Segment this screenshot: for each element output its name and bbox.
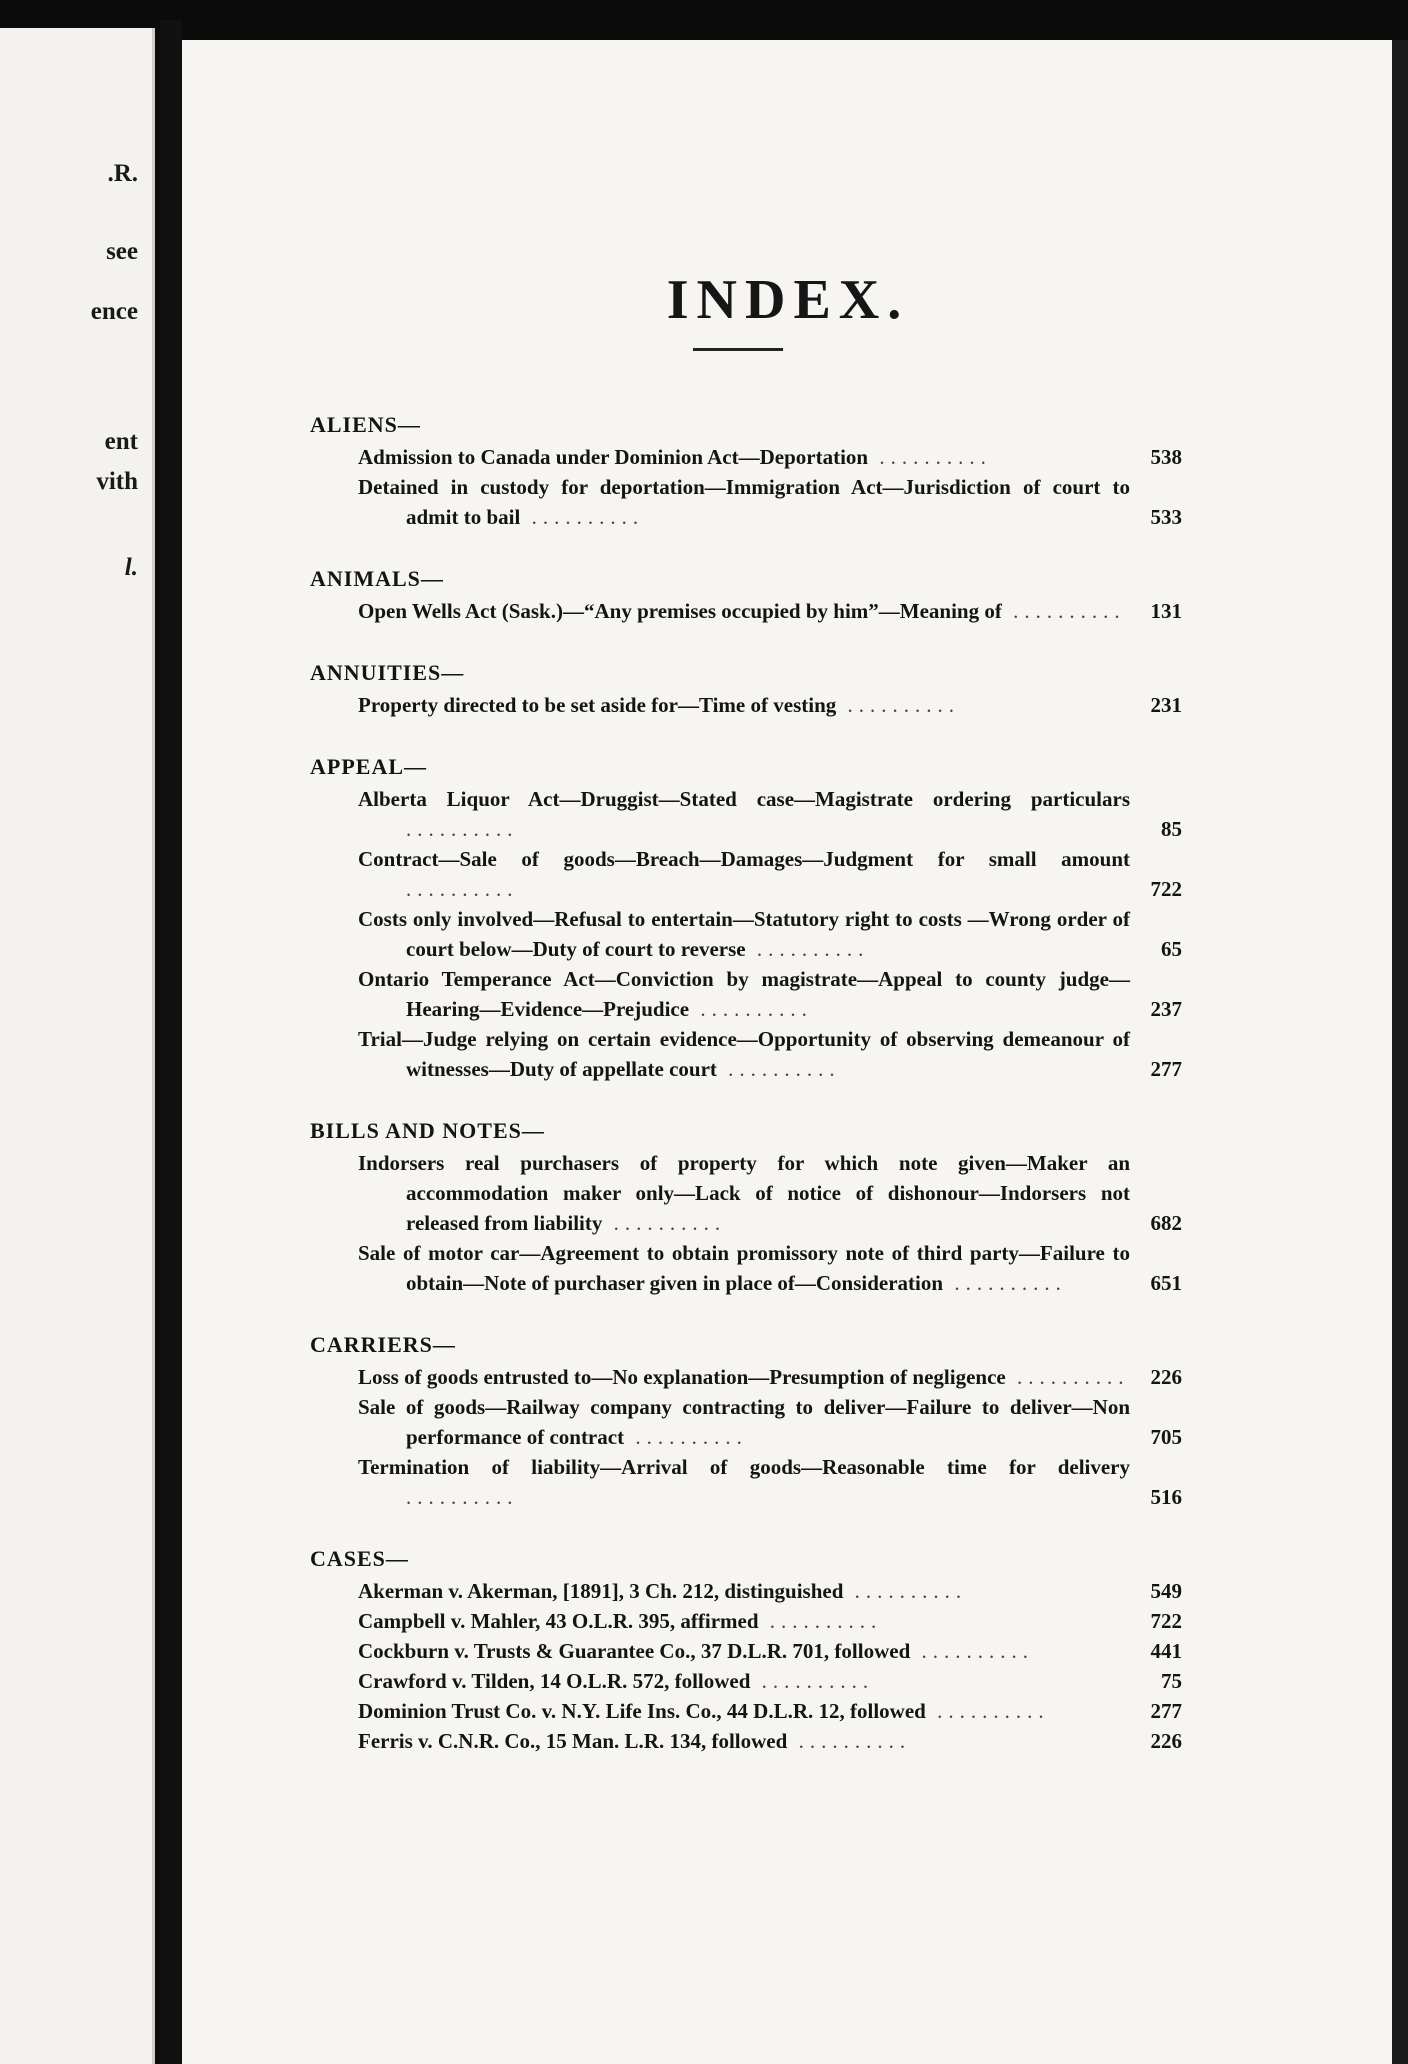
index-entry xyxy=(310,596,1182,626)
dot-leader: .......... xyxy=(943,1271,1067,1295)
entry-page-number: 75 xyxy=(1134,1666,1182,1696)
left-page-fragment: vith xyxy=(96,468,138,495)
entry-page-number: 533 xyxy=(1134,502,1182,532)
entry-page-number: 682 xyxy=(1134,1208,1182,1238)
index-entry xyxy=(310,1636,1182,1666)
section-heading: ANNUITIES— xyxy=(310,660,465,685)
entry-page-number: 226 xyxy=(1134,1362,1182,1392)
index-section xyxy=(310,1542,1182,1756)
index-entry xyxy=(310,1696,1182,1726)
entry-page-number: 705 xyxy=(1134,1422,1182,1452)
dot-leader: .......... xyxy=(868,445,992,469)
entry-page-number: 549 xyxy=(1134,1576,1182,1606)
index-entry xyxy=(310,1238,1182,1298)
index-entry xyxy=(310,1576,1182,1606)
section-heading: APPEAL— xyxy=(310,754,427,779)
dot-leader: .......... xyxy=(406,1485,519,1509)
entry-text: Open Wells Act (Sask.)—“Any premises occupied by him”—Meaning of xyxy=(358,599,1002,623)
dot-leader: .......... xyxy=(787,1729,912,1753)
entry-text: Indorsers real purchasers of property for which note given—Maker an accommodation maker only—Lack of notice of dishonour—Indorsers not released from liability xyxy=(358,1151,1130,1235)
dot-leader: .......... xyxy=(1001,599,1126,623)
entry-text: Ferris v. C.N.R. Co., 15 Man. L.R. 134, followed xyxy=(358,1729,788,1753)
entry-text: Cockburn v. Trusts & Guarantee Co., 37 D.L.R. 701, followed xyxy=(358,1639,911,1663)
index-section xyxy=(310,750,1182,1084)
entry-page-number: 651 xyxy=(1134,1268,1182,1298)
dot-leader: .......... xyxy=(624,1425,748,1449)
entry-page-number: 516 xyxy=(1134,1482,1182,1512)
index-entry xyxy=(310,690,1182,720)
dot-leader: .......... xyxy=(750,1669,875,1693)
section-heading: CASES— xyxy=(310,1546,409,1571)
dot-leader: .......... xyxy=(716,1057,841,1081)
entry-text: Trial—Judge relying on certain evidence—Opportunity of observing demeanour of witnesses—Duty of appellate court xyxy=(358,1027,1130,1081)
entry-text: Crawford v. Tilden, 14 O.L.R. 572, followed xyxy=(358,1669,751,1693)
index-section xyxy=(310,562,1182,626)
left-page-fragment: .R. xyxy=(107,160,138,187)
index-page xyxy=(182,40,1394,2064)
page-title: INDEX. xyxy=(666,269,910,331)
dot-leader: .......... xyxy=(520,505,645,529)
dot-leader: .......... xyxy=(910,1639,1034,1663)
entry-text: Campbell v. Mahler, 43 O.L.R. 395, affirmed xyxy=(358,1609,759,1633)
index-entry xyxy=(310,1606,1182,1636)
index-entry xyxy=(310,904,1182,964)
dot-leader: .......... xyxy=(836,693,960,717)
index-entry xyxy=(310,1148,1182,1238)
dot-leader: .......... xyxy=(689,997,813,1021)
dot-leader: .......... xyxy=(843,1579,968,1603)
entry-text: Costs only involved—Refusal to entertain—Statutory right to costs —Wrong order of court below—Duty of court to reverse xyxy=(358,907,1130,961)
index-entry xyxy=(310,964,1182,1024)
index-section xyxy=(310,1328,1182,1512)
index-entry xyxy=(310,1392,1182,1452)
index-entry xyxy=(310,472,1182,532)
index-body xyxy=(310,408,1182,1786)
book-gutter xyxy=(160,20,182,2064)
left-page-fragment: l. xyxy=(124,554,138,581)
entry-page-number: 277 xyxy=(1134,1054,1182,1084)
dot-leader: .......... xyxy=(758,1609,883,1633)
dot-leader: .......... xyxy=(406,817,519,841)
entry-page-number: 231 xyxy=(1134,690,1182,720)
entry-page-number: 237 xyxy=(1134,994,1182,1024)
entry-page-number: 85 xyxy=(1134,814,1182,844)
entry-page-number: 441 xyxy=(1134,1636,1182,1666)
entry-page-number: 722 xyxy=(1134,874,1182,904)
entry-text: Ontario Temperance Act—Conviction by magistrate—Appeal to county judge—Hearing—Evidence—Prejudice xyxy=(358,967,1130,1021)
entry-text: Property directed to be set aside for—Time of vesting xyxy=(358,693,837,717)
entry-text: Dominion Trust Co. v. N.Y. Life Ins. Co., 44 D.L.R. 12, followed xyxy=(358,1699,926,1723)
entry-text: Contract—Sale of goods—Breach—Damages—Judgment for small amount xyxy=(358,847,1130,871)
entry-text: Alberta Liquor Act—Druggist—Stated case—Magistrate ordering particulars xyxy=(358,787,1130,811)
index-entry xyxy=(310,442,1182,472)
index-entry xyxy=(310,1452,1182,1512)
dot-leader: .......... xyxy=(1005,1365,1130,1389)
entry-page-number: 722 xyxy=(1134,1606,1182,1636)
entry-text: Akerman v. Akerman, [1891], 3 Ch. 212, distinguished xyxy=(358,1579,844,1603)
entry-text: Termination of liability—Arrival of goods—Reasonable time for delivery xyxy=(358,1455,1130,1479)
entry-page-number: 65 xyxy=(1134,934,1182,964)
index-entry xyxy=(310,1666,1182,1696)
index-entry xyxy=(310,1726,1182,1756)
dot-leader: .......... xyxy=(602,1211,727,1235)
entry-page-number: 131 xyxy=(1134,596,1182,626)
entry-text: Loss of goods entrusted to—No explanation—Presumption of negligence xyxy=(358,1365,1006,1389)
dot-leader: .......... xyxy=(925,1699,1050,1723)
section-heading: BILLS AND NOTES— xyxy=(310,1118,545,1143)
page-edge-shadow xyxy=(1392,40,1408,2064)
entry-text: Sale of motor car—Agreement to obtain promissory note of third party—Failure to obtain—Note of purchaser given in place of—Consideration xyxy=(358,1241,1130,1295)
index-entry xyxy=(310,1024,1182,1084)
index-entry xyxy=(310,784,1182,844)
entry-page-number: 277 xyxy=(1134,1696,1182,1726)
left-page-fragment: ent xyxy=(104,428,138,455)
left-page-fragment: ence xyxy=(90,298,138,325)
entry-text: Detained in custody for deportation—Immigration Act—Jurisdiction of court to admit to bail xyxy=(358,475,1130,529)
dot-leader: .......... xyxy=(406,877,519,901)
section-heading: CARRIERS— xyxy=(310,1332,456,1357)
left-page-fragment: see xyxy=(106,238,138,265)
index-section xyxy=(310,408,1182,532)
index-section xyxy=(310,1114,1182,1298)
entry-page-number: 538 xyxy=(1134,442,1182,472)
dot-leader: .......... xyxy=(745,937,870,961)
title-rule xyxy=(693,348,783,351)
index-entry xyxy=(310,1362,1182,1392)
entry-text: Sale of goods—Railway company contracting to deliver—Failure to deliver—Non performance of contract xyxy=(358,1395,1130,1449)
entry-page-number: 226 xyxy=(1134,1726,1182,1756)
entry-text: Admission to Canada under Dominion Act—Deportation xyxy=(358,445,869,469)
index-entry xyxy=(310,844,1182,904)
left-facing-page xyxy=(0,28,155,2064)
section-heading: ANIMALS— xyxy=(310,566,444,591)
index-section xyxy=(310,656,1182,720)
section-heading: ALIENS— xyxy=(310,412,421,437)
